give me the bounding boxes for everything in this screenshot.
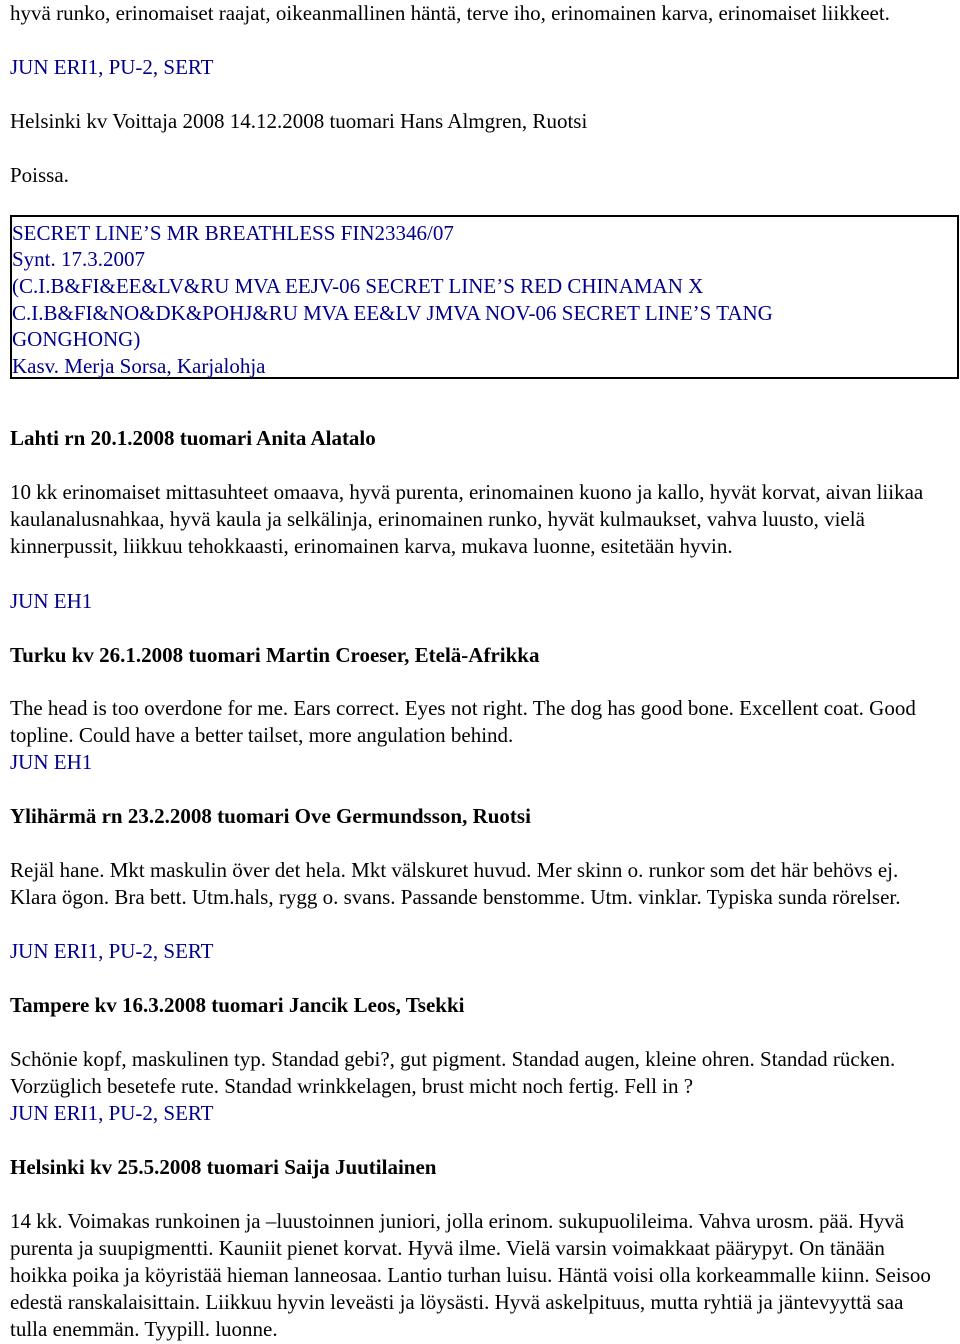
show-text-lahti xyxy=(10,479,955,560)
show-heading-helsinki-voittaja: Helsinki kv Voittaja 2008 14.12.2008 tuomari Hans Almgren, Ruotsi xyxy=(10,109,588,133)
show-result-yliharma: JUN ERI1, PU-2, SERT xyxy=(10,939,214,963)
show-heading-turku: Turku kv 26.1.2008 tuomari Martin Croeser, Etelä-Afrikka xyxy=(10,643,540,667)
dog-info-box xyxy=(10,215,959,379)
top-paragraph-text: hyvä runko, erinomaiset raajat, oikeanmallinen häntä, terve iho, erinomainen karva, erinomaiset liikkeet. xyxy=(10,1,890,25)
dog-parents-line2: C.I.B&FI&NO&DK&POHJ&RU MVA EE&LV JMVA NOV-06 SECRET LINE’S TANG xyxy=(12,301,773,325)
show-text-lahti-body: 10 kk erinomaiset mittasuhteet omaava, hyvä purenta, erinomainen kuono ja kallo, hyvät korvat, aivan liikaa kaulanalusnahkaa, hyvä kaula ja selkälinja, erinomainen runko, hyvät kulmaukset, vahva luusto, vielä kinnerpussit, liikkuu tehokkaasti, erinomainen karva, mukava luonne, esitetään hyvin. xyxy=(10,480,924,558)
show-text-helsinki-body: 14 kk. Voimakas runkoinen ja –luustoinnen juniori, jolla erinom. sukupuolileima. Vahva urosm. pää. Hyvä purenta ja suupigmentti. Kauniit pienet korvat. Hyvä ilme. Vielä varsin voimakkaat päärypyt. On tänään hoikka poika ja köyristää hieman lanneosaa. Lantio turhan luisu. Häntä voisi olla korkeammalle kiinn. Seisoo edestä ranskalaisittain. Liikkuu hyvin leveästi ja löysästi. Hyvä askelpituus, mutta ryhtiä ja jäntevyyttä saa tulla enemmän. Tyypill. luonne. xyxy=(10,1209,931,1341)
show-text-tampere xyxy=(10,1046,955,1100)
show-heading-tampere: Tampere kv 16.3.2008 tuomari Jancik Leos, Tsekki xyxy=(10,993,465,1017)
dog-parents-line3: GONGHONG) xyxy=(12,327,141,351)
show-heading-helsinki: Helsinki kv 25.5.2008 tuomari Saija Juutilainen xyxy=(10,1155,437,1179)
top-paragraph xyxy=(10,0,955,27)
dog-parents-line1: (C.I.B&FI&EE&LV&RU MVA EEJV-06 SECRET LINE’S RED CHINAMAN X xyxy=(12,274,704,298)
dog-breeder: Kasv. Merja Sorsa, Karjalohja xyxy=(12,354,266,378)
show-text-helsinki-voittaja: Poissa. xyxy=(10,163,69,187)
dog-born: Synt. 17.3.2007 xyxy=(12,247,146,271)
show-heading-lahti: Lahti rn 20.1.2008 tuomari Anita Alatalo xyxy=(10,426,376,450)
show-result-tampere: JUN ERI1, PU-2, SERT xyxy=(10,1101,214,1125)
show-text-turku xyxy=(10,695,935,749)
show-result-lahti: JUN EH1 xyxy=(10,589,93,613)
dog-name: SECRET LINE’S MR BREATHLESS FIN23346/07 xyxy=(12,221,454,245)
show-result-turku: JUN EH1 xyxy=(10,750,93,774)
show-text-yliharma-body: Rejäl hane. Mkt maskulin över det hela. Mkt välskuret huvud. Mer skinn o. runkor som det här behövs ej. Klara ögon. Bra bett. Utm.hals, rygg o. svans. Passande benstomme. Utm. vinklar. Typiska sunda rörelser. xyxy=(10,858,901,909)
top-result: JUN ERI1, PU-2, SERT xyxy=(10,55,214,79)
show-text-turku-body: The head is too overdone for me. Ears correct. Eyes not right. The dog has good bone. Excellent coat. Good topline. Could have a better tailset, more angulation behind. xyxy=(10,696,916,747)
show-text-helsinki xyxy=(10,1208,945,1343)
show-text-tampere-body: Schönie kopf, maskulinen typ. Standad gebi?, gut pigment. Standad augen, kleine ohren. Standad rücken. Vorzüglich besetefe rute. Standad wrinkkelagen, brust micht noch fertig. Fell in ? xyxy=(10,1047,896,1098)
show-text-yliharma xyxy=(10,857,935,911)
show-heading-yliharma: Ylihärmä rn 23.2.2008 tuomari Ove Germundsson, Ruotsi xyxy=(10,804,531,828)
